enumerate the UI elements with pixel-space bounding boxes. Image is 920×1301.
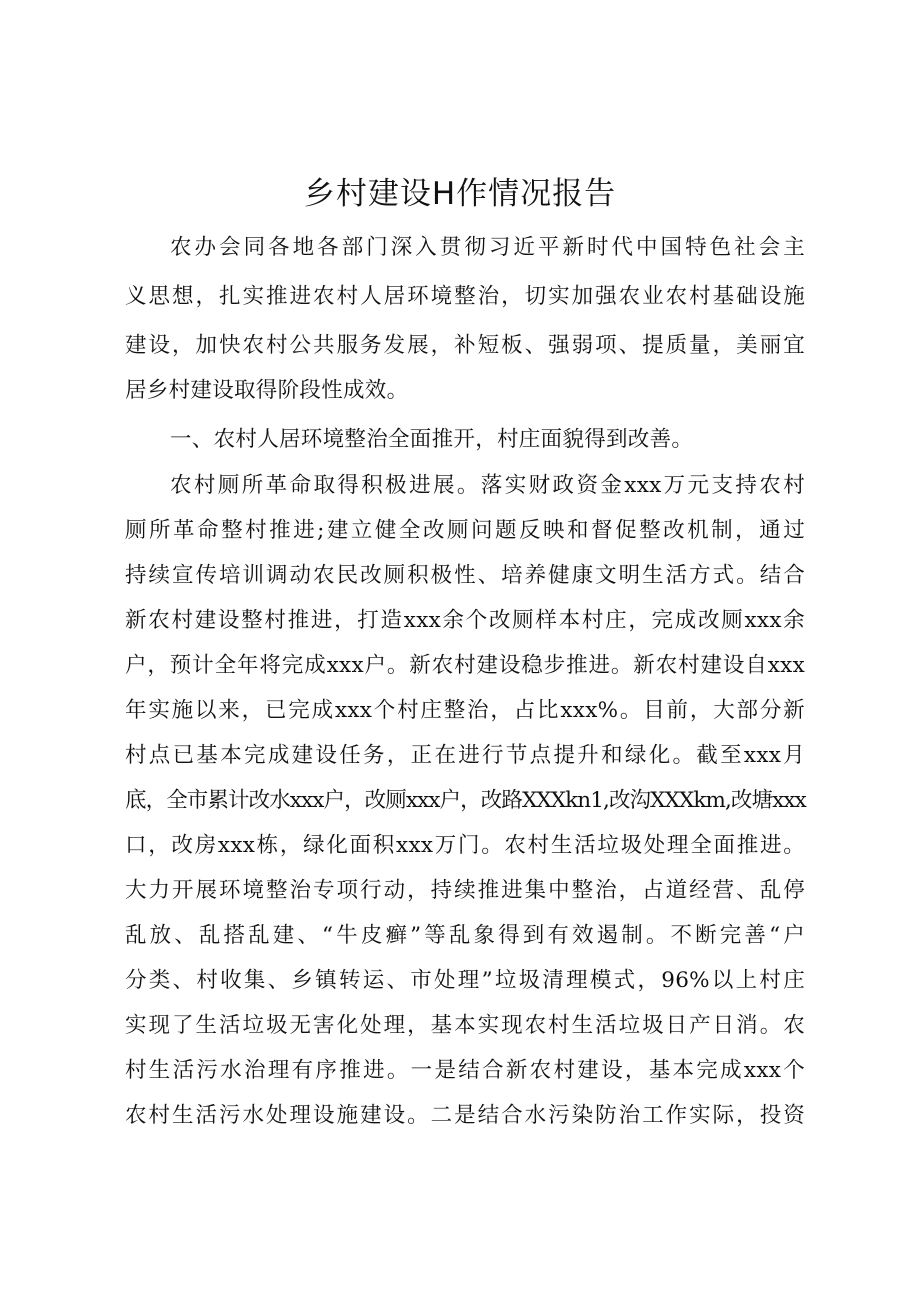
document-title: 乡村建设H作情况报告 bbox=[303, 176, 617, 212]
paragraph-line: 年实施以来，已完成xxx个村庄整治，占比xxx%。目前，大部分新 bbox=[125, 698, 805, 723]
paragraph-line: 新农村建设整村推进，打造xxx余个改厕样本村庄，完成改厕xxx余 bbox=[125, 608, 805, 633]
paragraph-line: 口，改房xxx栋，绿化面积xxx万门。农村生活垃圾处理全面推进。 bbox=[125, 833, 805, 858]
paragraph-line: 大力开展环境整治专项行动，持续推进集中整治，占道经营、乱停 bbox=[125, 878, 805, 903]
paragraph-line: 居乡村建设取得阶段性成效。 bbox=[125, 378, 409, 403]
paragraph-line: 村点已基本完成建设任务，正在进行节点提升和绿化。截至xxx月 bbox=[125, 743, 805, 768]
paragraph-line: 持续宣传培训调动农民改厕积极性、培养健康文明生活方式。结合 bbox=[125, 563, 805, 588]
paragraph-line: 户，预计全年将完成xxx户。新农村建设稳步推进。新农村建设自xxx bbox=[125, 653, 805, 678]
paragraph-line: 乱放、乱搭乱建、“牛皮癣”等乱象得到有效遏制。不断完善“户 bbox=[125, 923, 805, 948]
paragraph-line: 实现了生活垃圾无害化处理，基本实现农村生活垃圾日产日消。农 bbox=[125, 1013, 805, 1038]
paragraph-line: 厕所革命整村推进;建立健全改厕问题反映和督促整改机制，通过 bbox=[125, 518, 805, 543]
paragraph-line: 农村生活污水处理设施建设。二是结合水污染防治工作实际，投资 bbox=[125, 1103, 805, 1128]
paragraph-line: 底，全市累计改水xxx户，改厕xxx户，改路XXXkn1,改沟XXXkm,改塘xxx bbox=[125, 788, 806, 813]
paragraph-line: 农村厕所革命取得积极进展。落实财政资金xxx万元支持农村 bbox=[170, 473, 805, 498]
section-heading: 一、农村人居环境整治全面推开，村庄面貌得到改善。 bbox=[170, 427, 694, 452]
paragraph-line: 分类、村收集、乡镇转运、市处理”垃圾清理模式，96%以上村庄 bbox=[125, 968, 805, 993]
paragraph-line: 建设，加快农村公共服务发展，补短板、强弱项、提质量，美丽宜 bbox=[125, 333, 805, 358]
paragraph-line: 农办会同各地各部门深入贯彻习近平新时代中国特色社会主 bbox=[170, 235, 805, 260]
paragraph-line: 义思想，扎实推进农村人居环境整治，切实加强农业农村基础设施 bbox=[125, 284, 805, 309]
paragraph-line: 村生活污水治理有序推进。一是结合新农村建设，基本完成xxx个 bbox=[125, 1058, 805, 1083]
